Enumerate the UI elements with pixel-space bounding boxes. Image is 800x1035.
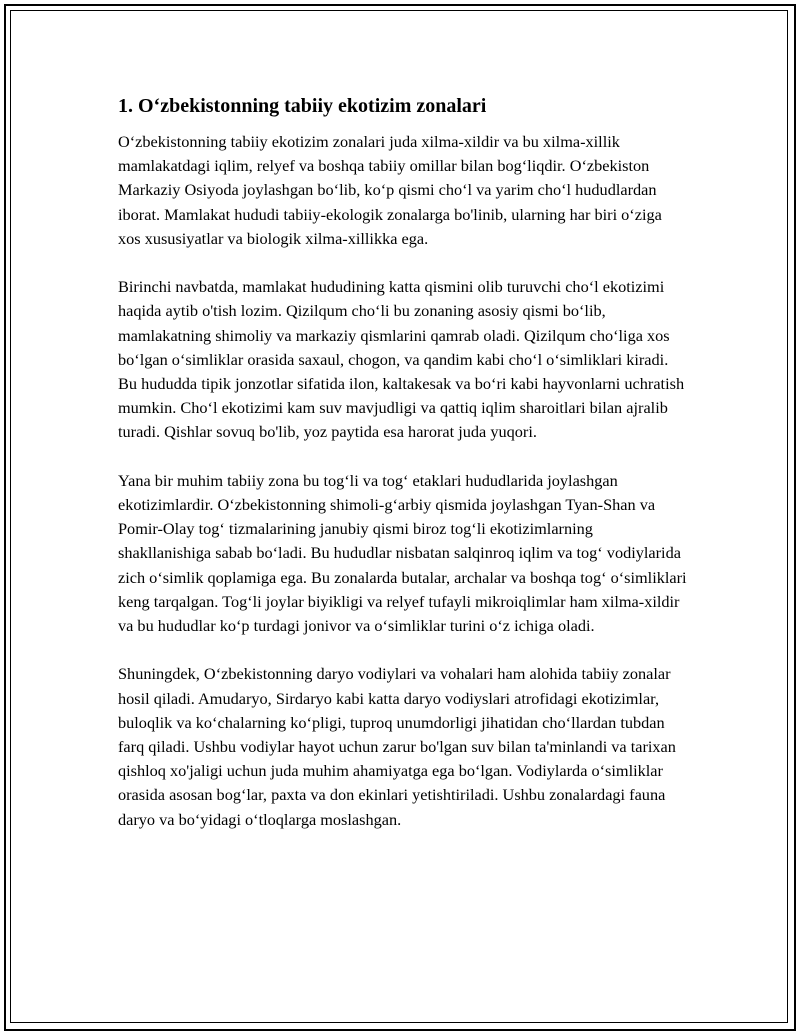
- paragraph-river-valleys: Shuningdek, O‘zbekistonning daryo vodiylari va vohalari ham alohida tabiiy zonalar hosil qiladi. Amudaryo, Sirdaryo kabi katta daryo vodiyslari atrofidagi ekotizimlar, buloqlik va ko‘chalarning ko‘pligi, tuproq unumdorligi jihatidan cho‘llardan tubdan farq qiladi. Ushbu vodiylar hayot uchun zarur bo'lgan suv bilan ta'minlandi va tarixan qishloq xo'jaligi uchun juda muhim ahamiyatga ega bo‘lgan. Vodiylarda o‘simliklar orasida asosan bog‘lar, paxta va don ekinlari yetishtiriladi. Ushbu zonalardagi fauna daryo va bo‘yidagi o‘tloqlarga moslashgan.: [118, 664, 676, 829]
- section-heading: 1. O‘zbekistonning tabiiy ekotizim zonalari: [118, 95, 487, 117]
- document-body: [118, 92, 688, 856]
- paragraph-intro: O‘zbekistonning tabiiy ekotizim zonalari juda xilma-xildir va bu xilma-xillik mamlakatdagi iqlim, relyef va boshqa tabiiy omillar bilan bog‘liqdir. O‘zbekiston Markaziy Osiyoda joylashgan bo‘lib, ko‘p qismi cho‘l va yarim cho‘l hududlardan iborat. Mamlakat hududi tabiiy-ekologik zonalarga bo'linib, ularning har biri o‘ziga xos xususiyatlar va biologik xilma-xillikka ega.: [118, 132, 662, 248]
- paragraph-desert-ecosystem: Birinchi navbatda, mamlakat hududining katta qismini olib turuvchi cho‘l ekotizimi haqida aytib o'tish lozim. Qizilqum cho‘li bu zonaning asosiy qismi bo‘lib, mamlakatning shimoliy va markaziy qismlarini qamrab oladi. Qizilqum cho‘liga xos bo‘lgan o‘simliklar orasida saxaul, chogon, va qandim kabi cho‘l o‘simliklari kiradi. Bu hududda tipik jonzotlar sifatida ilon, kaltakesak va bo‘ri kabi hayvonlarni uchratish mumkin. Cho‘l ekotizimi kam suv mavjudligi va qattiq iqlim sharoitlari bilan ajralib turadi. Qishlar sovuq bo'lib, yoz paytida esa harorat juda yuqori.: [118, 277, 685, 442]
- paragraph-mountain-ecosystem: Yana bir muhim tabiiy zona bu tog‘li va tog‘ etaklari hududlarida joylashgan ekotizimlardir. O‘zbekistonning shimoli-g‘arbiy qismida joylashgan Tyan-Shan va Pomir-Olay tog‘ tizmalarining janubiy qismi biroz tog‘li ekotizimlarning shakllanishiga sabab bo‘ladi. Bu hududlar nisbatan salqinroq iqlim va tog‘ vodiylarida zich o‘simlik qoplamiga ega. Bu zonalarda butalar, archalar va boshqa tog‘ o‘simliklari keng tarqalgan. Tog‘li joylar biyikligi va relyef tufayli mikroiqlimlar ham xilma-xildir va bu hududlar ko‘p turdagi jonivor va o‘simliklar turini o‘z ichiga oladi.: [118, 470, 687, 636]
